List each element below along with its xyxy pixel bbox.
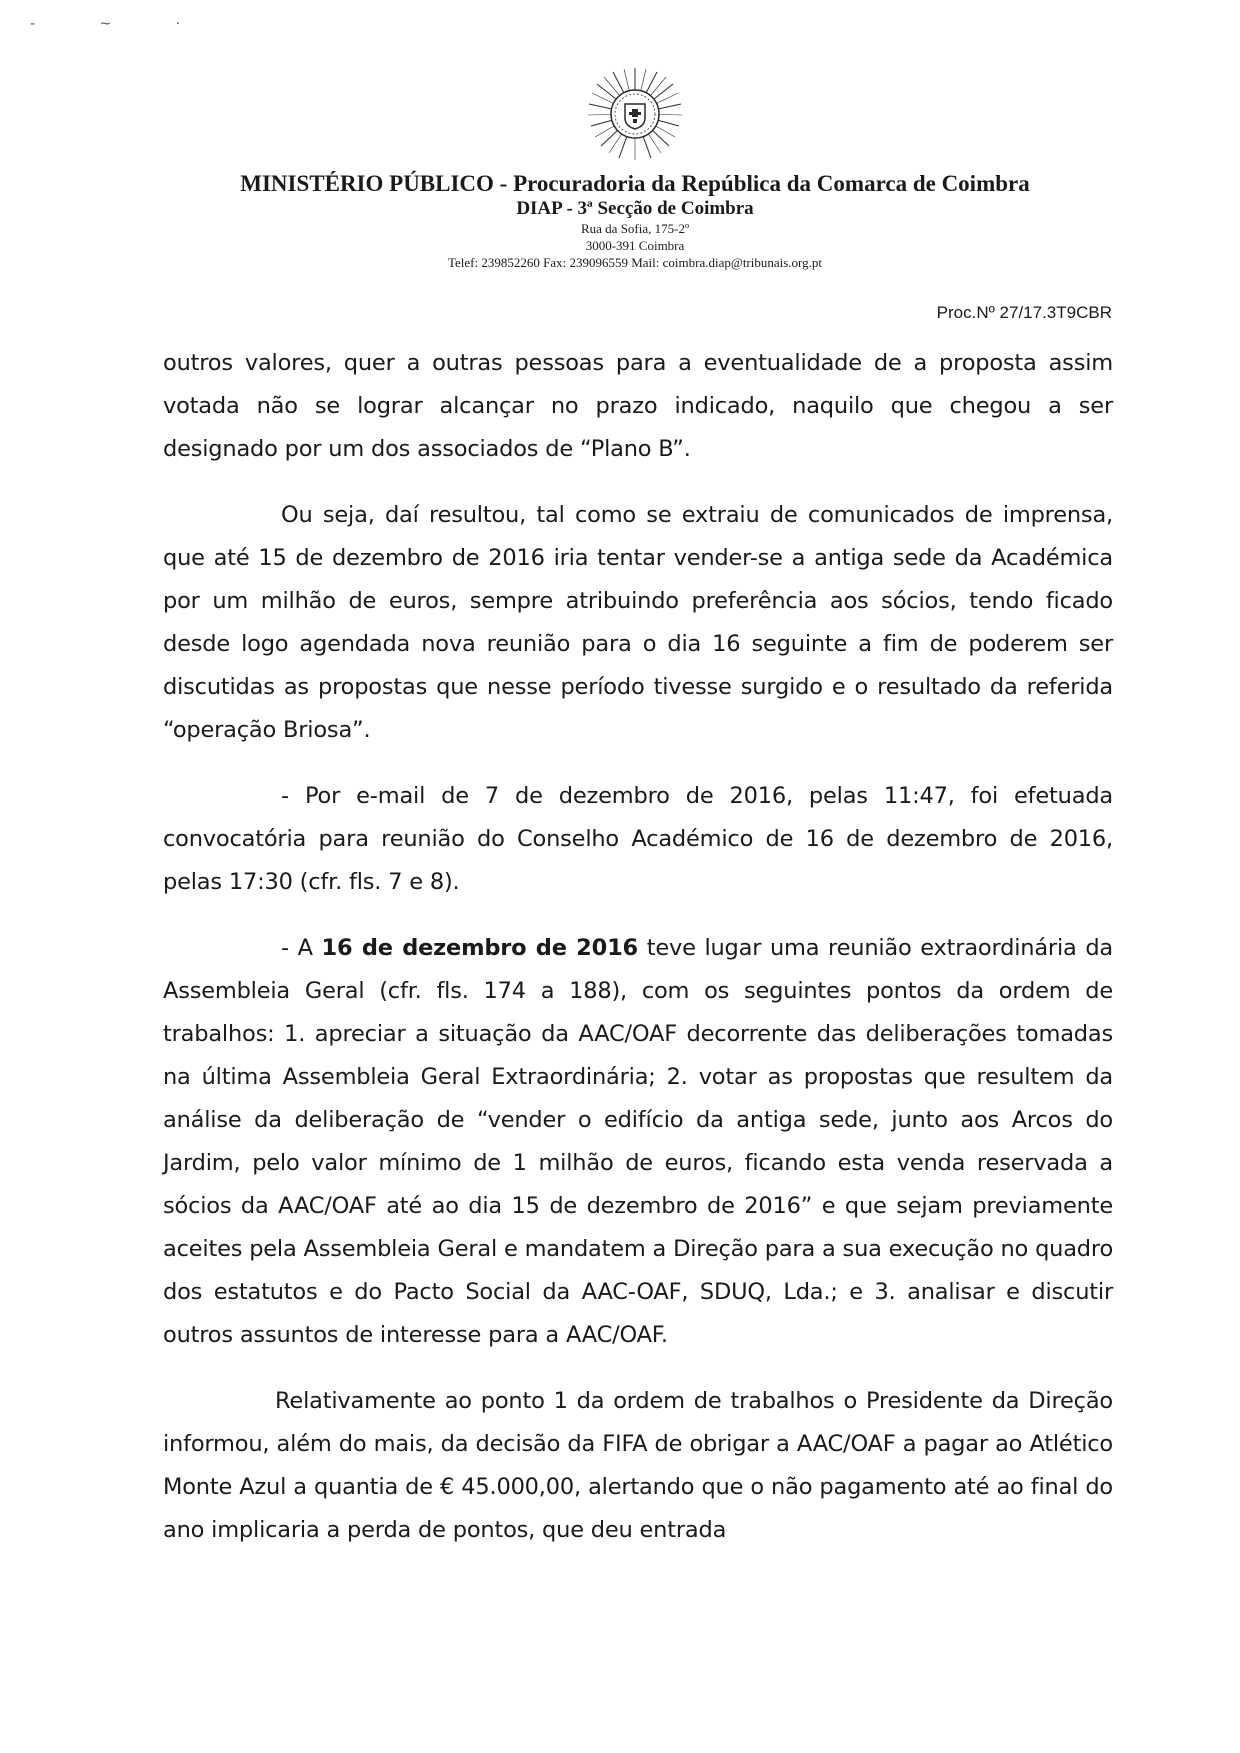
paragraph-1: outros valores, quer a outras pessoas para a eventualidade de a proposta assim votada não se lograr alcançar no prazo indicado, naquilo que chegou a ser designado por um dos associados de “Plano B”. (163, 350, 1113, 462)
letterhead (0, 170, 1240, 272)
paragraph-4-prefix: - A (281, 935, 322, 961)
paragraph-4-date: 16 de dezembro de 2016 (321, 935, 638, 961)
scan-artifact-marks: - ~ · (30, 16, 211, 32)
process-reference: Proc.Nº 27/17.3T9CBR (936, 303, 1112, 322)
street-address: Rua da Sofia, 175-2º (580, 221, 689, 236)
paragraph-4-text: teve lugar uma reunião extraordinária da Assembleia Geral (cfr. fls. 174 a 188), com os seguintes pontos da ordem de trabalhos: 1. apreciar a situação da AAC/OAF decorrente das deliberações tomadas na última Assembleia Geral Extraordinária; 2. votar as propostas que resultem da análise da deliberação de “vender o edifício da antiga sede, junto aos Arcos do Jardim, pelo valor mínimo de 1 milhão de euros, ficando esta venda reservada a sócios da AAC/OAF até ao dia 15 de dezembro de 2016” e que sejam previamente aceites pela Assembleia Geral e mandatem a Direção para a sua execução no quadro dos estatutos e do Pacto Social da AAC-OAF, SDUQ, Lda.; e 3. analisar e discutir outros assuntos de interesse para a AAC/OAF. (163, 935, 1114, 1348)
ministry-title: MINISTÉRIO PÚBLICO - Procuradoria da República da Comarca de Coimbra (240, 171, 1030, 196)
paragraph-4 (163, 927, 1113, 1357)
diap-section: DIAP - 3ª Secção de Coimbra (516, 198, 754, 219)
paragraph-2: Ou seja, daí resultou, tal como se extraiu de comunicados de imprensa, que até 15 de dezembro de 2016 iria tentar vender-se a antiga sede da Académica por um milhão de euros, sempre atribuindo preferência aos sócios, tendo ficado desde logo agendada nova reunião para o dia 16 seguinte a fim de poderem ser discutidas as propostas que nesse período tivesse surgido e o resultado da referida “operação Briosa”. (163, 502, 1113, 743)
contact-info: Telef: 239852260 Fax: 239096559 Mail: coimbra.diap@tribunais.org.pt (447, 255, 823, 270)
coat-of-arms-icon (585, 62, 685, 162)
paragraph-5: Relativamente ao ponto 1 da ordem de trabalhos o Presidente da Direção informou, além do mais, da decisão da FIFA de obrigar a AAC/OAF a pagar ao Atlético Monte Azul a quantia de € 45.000,00, alertando que o não pagamento até ao final do ano implicaria a perda de pontos, que deu entrada (163, 1388, 1113, 1543)
document-body (163, 342, 1113, 1575)
postal-address: 3000-391 Coimbra (585, 238, 685, 253)
paragraph-3: - Por e-mail de 7 de dezembro de 2016, pelas 11:47, foi efetuada convocatória para reunião do Conselho Académico de 16 de dezembro de 2016, pelas 17:30 (cfr. fls. 7 e 8). (163, 783, 1113, 895)
